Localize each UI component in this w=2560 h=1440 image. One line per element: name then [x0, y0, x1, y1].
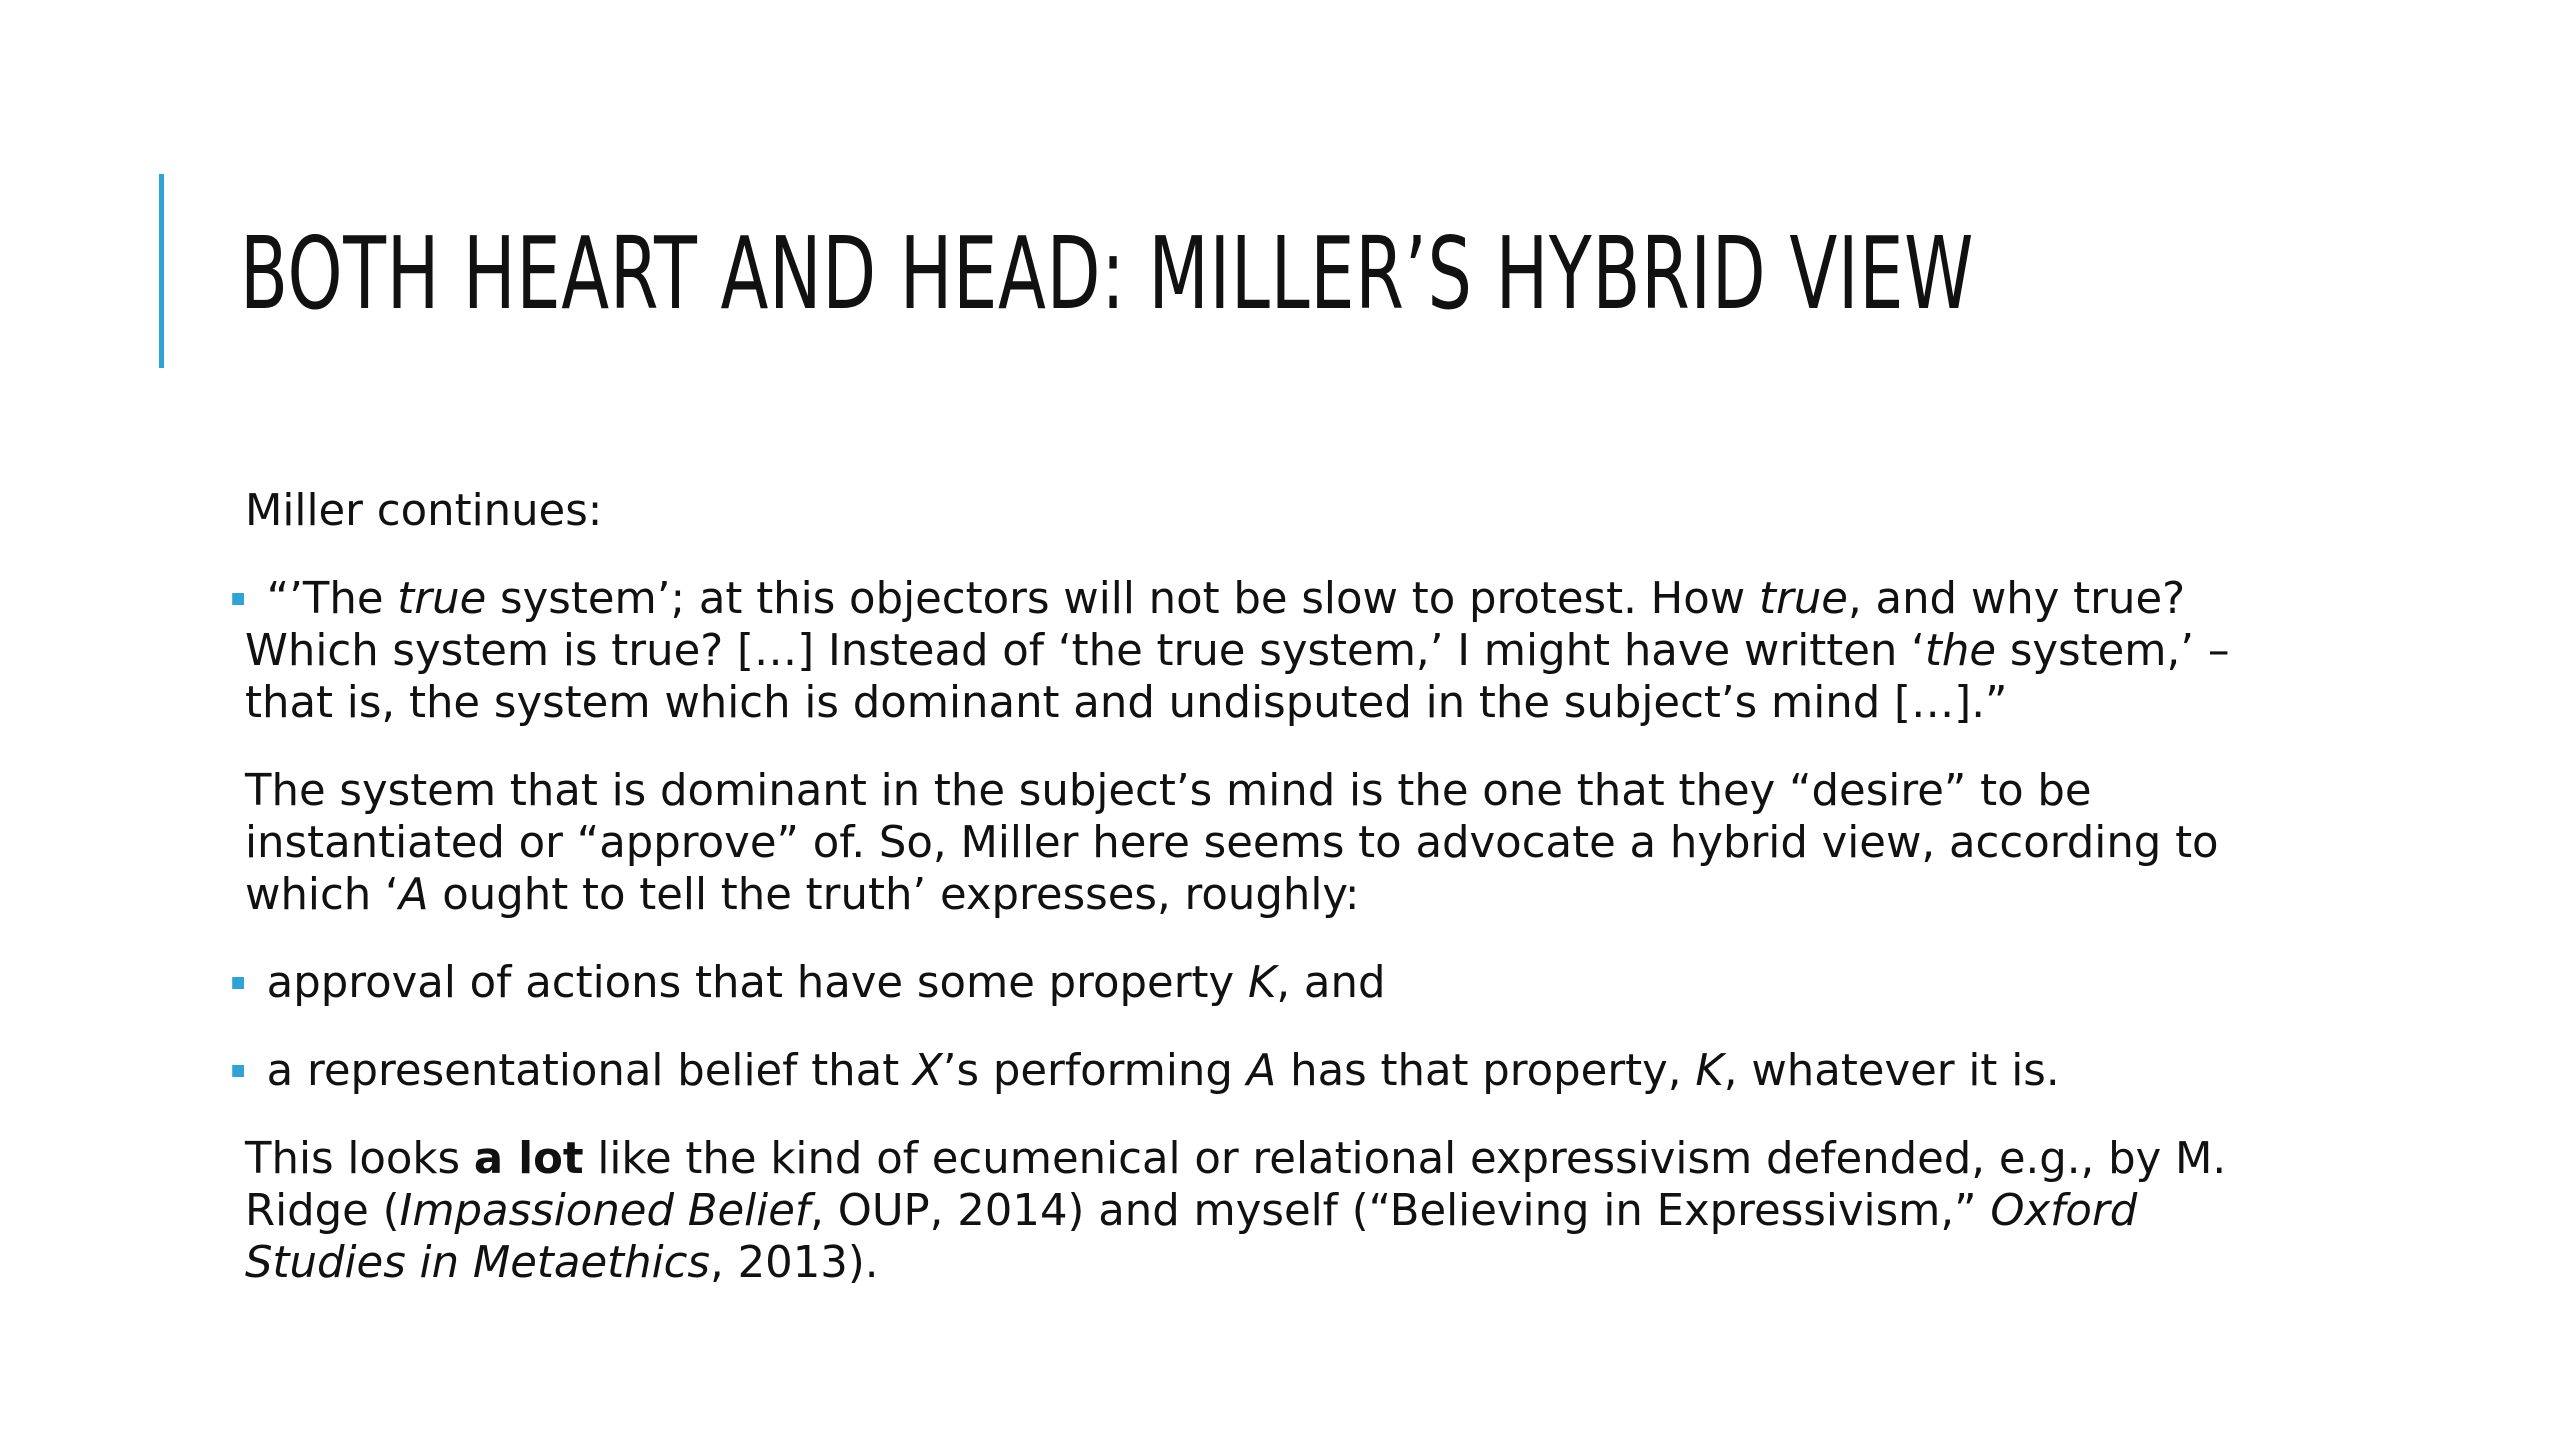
bullet-marker-icon	[232, 977, 244, 989]
journal-title-text: Oxford Studies in Metaethics	[245, 1185, 2138, 1288]
approval-bullet	[245, 957, 2264, 1009]
bullet-marker-icon	[232, 1065, 244, 1077]
text-run: ought to tell the truth’ expresses, roughly:	[428, 869, 1360, 920]
text-run: “’The	[266, 573, 398, 624]
text-run: This looks	[245, 1133, 474, 1184]
text-run: , whatever it is.	[1723, 1045, 2060, 1096]
approval-bullet-text	[267, 957, 2265, 1009]
book-title-text: Impassioned Belief	[399, 1185, 811, 1236]
emphasis-text: true	[397, 573, 487, 624]
text-run: , and	[1276, 957, 1386, 1008]
emphasis-text: K	[1247, 957, 1277, 1008]
emphasis-text: A	[1246, 1045, 1277, 1096]
emphasis-text: A	[398, 869, 429, 920]
slide-body	[245, 485, 2264, 1325]
slide-title: BOTH HEART AND HEAD: MILLER’S HYBRID VIEW	[240, 215, 1975, 332]
emphasis-text: true	[1759, 573, 1848, 624]
bold-text: a lot	[473, 1133, 584, 1184]
belief-bullet-text	[267, 1045, 2265, 1097]
bullet-marker-icon	[232, 593, 244, 605]
text-run: has that property,	[1276, 1045, 1696, 1096]
text-run: approval of actions that have some property	[266, 957, 1248, 1008]
text-run: The system that is dominant in the subject’s mind is the one that they “desire” to be instantiated or “approve” of. So, Miller here seems to advocate a hybrid view, according to which ‘	[245, 765, 2219, 920]
text-run: , 2013).	[710, 1237, 879, 1288]
text-run: a representational belief that	[266, 1045, 913, 1096]
quote-bullet-text	[245, 573, 2264, 729]
emphasis-text: X	[912, 1045, 943, 1096]
text-run: , and why true? Which system is true? […] Instead of ‘the true system,’ I might have written ‘	[245, 573, 2186, 676]
text-run: , OUP, 2014) and myself (“Believing in Expressivism,”	[810, 1185, 1991, 1236]
emphasis-text: the	[1924, 625, 1997, 676]
explanation-paragraph	[245, 765, 2264, 921]
text-run: like the kind of ecumenical or relational expressivism defended, e.g., by M. Ridge (	[245, 1133, 2227, 1236]
belief-bullet	[245, 1045, 2264, 1097]
text-run: ’s performing	[942, 1045, 1247, 1096]
text-run: system’; at this objectors will not be slow to protest. How	[486, 573, 1760, 624]
intro-text: Miller continues:	[245, 485, 603, 536]
text-run: system,’ – that is, the system which is dominant and undisputed in the subject’s mind […].”	[245, 625, 2230, 728]
title-accent-bar	[159, 174, 164, 368]
quote-bullet	[245, 573, 2264, 729]
emphasis-text: K	[1695, 1045, 1724, 1096]
conclusion-paragraph	[245, 1133, 2264, 1289]
